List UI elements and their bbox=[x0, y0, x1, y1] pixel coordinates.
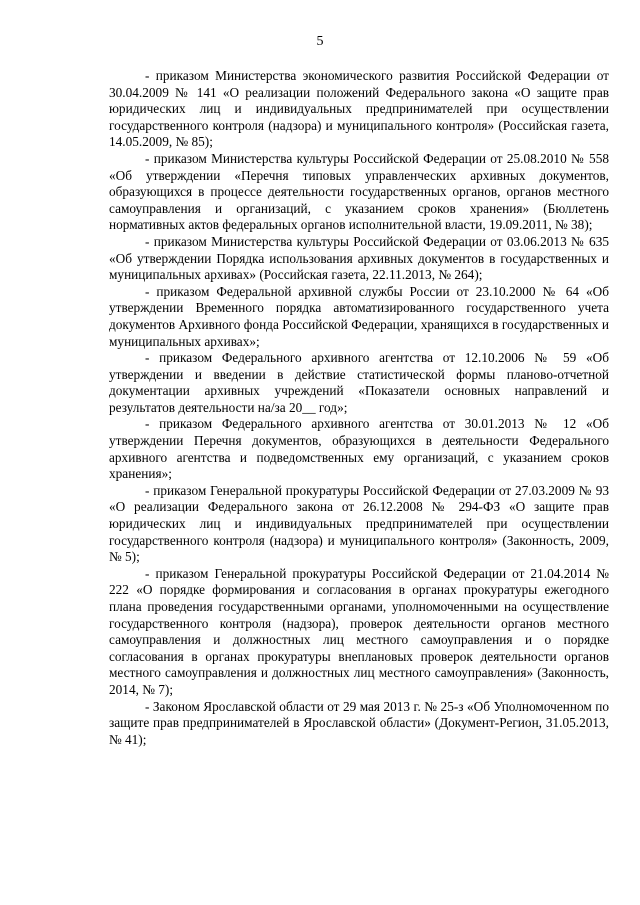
list-item: - Законом Ярославской области от 29 мая 2013 г. № 25-з «Об Уполномоченном по защите прав предпринимателей в Ярославской области» (Документ-Регион, 31.05.2013, № 41); bbox=[109, 698, 609, 747]
list-item: - приказом Генеральной прокуратуры Российской Федерации от 27.03.2009 № 93 «О реализации Федерального закона от 26.12.2008 № 294-ФЗ «О защите прав юридических лиц и индивидуальных предпринимателей при осуществлении государственного контроля (надзора) и муниципального контроля» (Законность, 2009, № 5); bbox=[109, 482, 609, 565]
list-item: - приказом Генеральной прокуратуры Российской Федерации от 21.04.2014 № 222 «О порядке формирования и согласования в органах прокуратуры ежегодного плана проведения государственными органами, уполномоченными на осуществление государственного контроля (надзора), проверок деятельности органов местного самоуправления и должностных лиц местного самоуправления и о порядке согласования в органах прокуратуры внеплановых проверок деятельности органов местного самоуправления и должностных лиц местного самоуправления» (Законность, 2014, № 7); bbox=[109, 565, 609, 697]
list-item: - приказом Федеральной архивной службы России от 23.10.2000 № 64 «Об утверждении Временного порядка автоматизированного государственного учета документов Архивного фонда Российской Федерации, хранящихся в государственных и муниципальных архивах»; bbox=[109, 283, 609, 349]
list-item: - приказом Министерства культуры Российской Федерации от 25.08.2010 № 558 «Об утверждении «Перечня типовых управленческих архивных документов, образующихся в процессе деятельности государственных органов, органов местного самоуправления и организаций, с указанием сроков хранения» (Бюллетень нормативных актов федеральных органов исполнительной власти, 19.09.2011, № 38); bbox=[109, 150, 609, 233]
list-item: - приказом Министерства культуры Российской Федерации от 03.06.2013 № 635 «Об утверждении Порядка использования архивных документов в государственных и муниципальных архивах» (Российская газета, 22.11.2013, № 264); bbox=[109, 233, 609, 283]
list-item: - приказом Федерального архивного агентства от 30.01.2013 № 12 «Об утверждении Перечня документов, образующихся в деятельности Федерального архивного агентства и подведомственных ему организаций, с указанием сроков хранения»; bbox=[109, 416, 609, 482]
list-item: - приказом Министерства экономического развития Российской Федерации от 30.04.2009 № 141 «О реализации положений Федерального закона «О защите прав юридических лиц и индивидуальных предпринимателей при осуществлении государственного контроля (надзора) и муниципального контроля» (Российская газета, 14.05.2009, № 85); bbox=[109, 68, 609, 150]
page-number: 5 bbox=[316, 34, 324, 49]
document-body bbox=[109, 68, 609, 748]
list-item: - приказом Федерального архивного агентства от 12.10.2006 № 59 «Об утверждении и введении в действие статистической формы планово-отчетной документации архивных учреждений «Показатели основных направлений и результатов деятельности на/за 20__ год»; bbox=[109, 350, 609, 415]
